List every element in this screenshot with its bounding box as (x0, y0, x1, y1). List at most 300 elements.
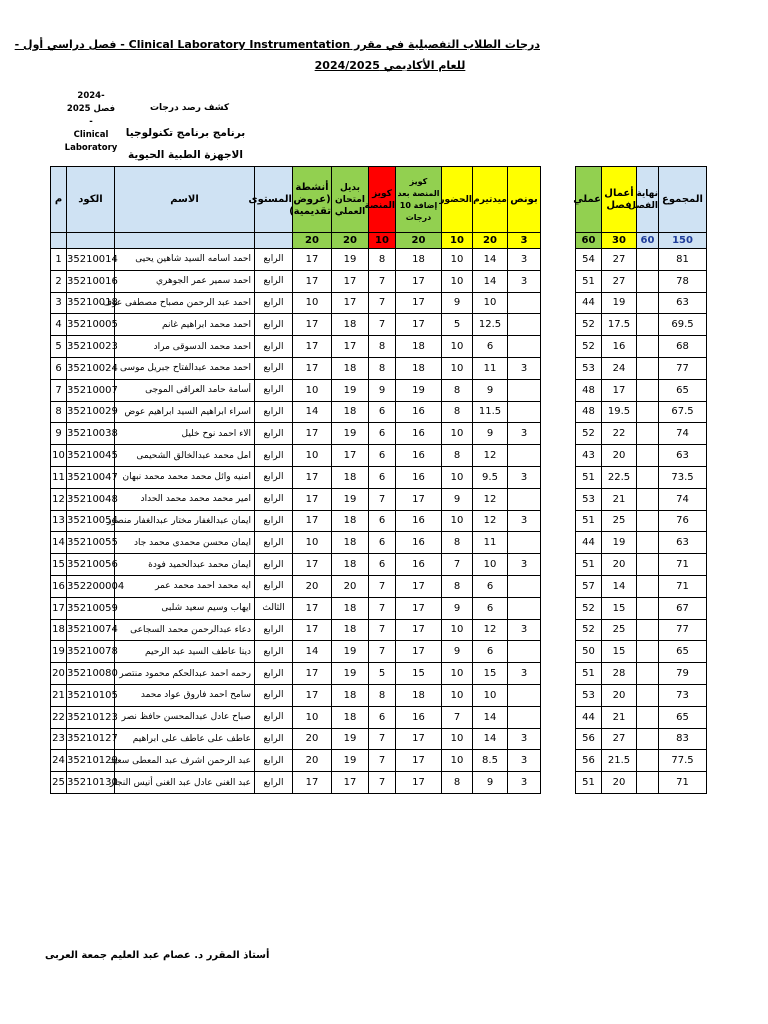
side-note-line: Laboratory (64, 143, 118, 153)
student-code: 352200004 (67, 575, 115, 597)
student-totals-row (576, 575, 707, 597)
row-index: 16 (51, 575, 67, 597)
score-attendance: 10 (442, 619, 473, 641)
score-bonus (508, 445, 541, 467)
row-index: 7 (51, 379, 67, 401)
score-practical-alt: 17 (332, 336, 369, 358)
score-quiz: 8 (369, 357, 396, 379)
score-coursework: 20 (602, 772, 637, 794)
score-practical-alt: 17 (332, 292, 369, 314)
student-totals-row (576, 554, 707, 576)
score-total: 83 (659, 728, 707, 750)
score-bonus: 3 (508, 270, 541, 292)
score-quiz-adjusted: 17 (396, 575, 442, 597)
score-practical-alt: 19 (332, 379, 369, 401)
score-activities: 17 (293, 684, 332, 706)
student-name: رحمه احمد عبدالحكم محمود منتصر (115, 663, 255, 685)
student-row (51, 750, 541, 772)
score-final (637, 379, 659, 401)
score-final (637, 750, 659, 772)
side-course-note (62, 90, 120, 155)
score-practical: 51 (576, 772, 602, 794)
score-midterm: 6 (473, 597, 508, 619)
score-quiz-adjusted: 18 (396, 249, 442, 271)
score-total: 79 (659, 663, 707, 685)
row-index: 5 (51, 336, 67, 358)
score-practical-alt: 20 (332, 575, 369, 597)
score-quiz-adjusted: 17 (396, 314, 442, 336)
score-bonus (508, 314, 541, 336)
student-name: ايمان عبدالغفار مختار عبدالغفار منصور (115, 510, 255, 532)
col-header-bonus: بونص (508, 167, 541, 233)
side-note-line: 2024- (77, 91, 105, 101)
student-totals-row (576, 314, 707, 336)
score-final (637, 706, 659, 728)
student-level: الرابع (255, 445, 293, 467)
score-quiz-adjusted: 17 (396, 772, 442, 794)
col-header-midterm: ميدتيرم (473, 167, 508, 233)
col-header-activities: أنشطة (عروض تقديمية) (293, 167, 332, 233)
score-practical: 51 (576, 554, 602, 576)
score-quiz: 7 (369, 488, 396, 510)
student-name: امير محمد محمد محمد الحداد (115, 488, 255, 510)
score-quiz-adjusted: 18 (396, 684, 442, 706)
score-attendance: 10 (442, 728, 473, 750)
score-practical: 48 (576, 379, 602, 401)
student-code: 35210127 (67, 728, 115, 750)
score-quiz-adjusted: 16 (396, 532, 442, 554)
score-midterm: 10 (473, 684, 508, 706)
student-totals-row (576, 684, 707, 706)
score-quiz: 6 (369, 445, 396, 467)
student-row (51, 554, 541, 576)
student-code: 35210078 (67, 641, 115, 663)
score-final (637, 357, 659, 379)
score-quiz-adjusted: 17 (396, 641, 442, 663)
academic-year-title: للعام الأكاديمي 2024/2025 (314, 59, 466, 72)
score-practical-alt: 18 (332, 684, 369, 706)
score-coursework: 27 (602, 270, 637, 292)
score-practical: 51 (576, 466, 602, 488)
score-activities: 17 (293, 270, 332, 292)
score-total: 63 (659, 445, 707, 467)
student-name: عاطف على عاطف على ابراهيم (115, 728, 255, 750)
score-quiz-adjusted: 16 (396, 466, 442, 488)
score-quiz-adjusted: 17 (396, 597, 442, 619)
student-name: اسراء ابراهيم السيد ابراهيم عوض (115, 401, 255, 423)
score-midterm: 6 (473, 336, 508, 358)
score-quiz: 6 (369, 706, 396, 728)
score-final (637, 423, 659, 445)
score-practical: 43 (576, 445, 602, 467)
student-row (51, 597, 541, 619)
student-code: 35210038 (67, 423, 115, 445)
row-index: 25 (51, 772, 67, 794)
score-final (637, 466, 659, 488)
score-practical-alt: 19 (332, 423, 369, 445)
score-practical-alt: 18 (332, 597, 369, 619)
student-code: 35210055 (67, 532, 115, 554)
max-score-cell: 10 (369, 233, 396, 249)
header-row (51, 167, 541, 233)
score-midterm: 9 (473, 772, 508, 794)
score-total: 77 (659, 357, 707, 379)
row-index: 11 (51, 466, 67, 488)
grades-table (50, 166, 541, 794)
score-activities: 17 (293, 554, 332, 576)
score-attendance: 10 (442, 357, 473, 379)
score-attendance: 7 (442, 554, 473, 576)
col-header-quiz: كويز المنصة (369, 167, 396, 233)
student-totals-row (576, 706, 707, 728)
student-level: الرابع (255, 357, 293, 379)
student-code: 35210023 (67, 336, 115, 358)
score-quiz-adjusted: 16 (396, 401, 442, 423)
student-row (51, 510, 541, 532)
score-practical: 51 (576, 270, 602, 292)
score-attendance: 5 (442, 314, 473, 336)
student-row (51, 314, 541, 336)
score-quiz-adjusted: 17 (396, 292, 442, 314)
score-final (637, 728, 659, 750)
score-final (637, 488, 659, 510)
score-activities: 17 (293, 466, 332, 488)
col-header-total: المجموع (659, 167, 707, 233)
score-attendance: 10 (442, 684, 473, 706)
max-score-cell: 150 (659, 233, 707, 249)
score-midterm: 6 (473, 575, 508, 597)
score-attendance: 10 (442, 423, 473, 445)
score-coursework: 25 (602, 510, 637, 532)
score-quiz: 7 (369, 597, 396, 619)
score-attendance: 8 (442, 401, 473, 423)
student-name: أسامة حامد العراقى الموجى (115, 379, 255, 401)
student-level: الرابع (255, 270, 293, 292)
score-final (637, 619, 659, 641)
score-practical: 44 (576, 532, 602, 554)
score-midterm: 12 (473, 445, 508, 467)
score-final (637, 401, 659, 423)
score-attendance: 9 (442, 488, 473, 510)
score-coursework: 19 (602, 532, 637, 554)
student-code: 35210045 (67, 445, 115, 467)
score-bonus: 3 (508, 249, 541, 271)
score-bonus: 3 (508, 510, 541, 532)
score-practical: 53 (576, 684, 602, 706)
row-index: 18 (51, 619, 67, 641)
score-bonus: 3 (508, 772, 541, 794)
score-activities: 14 (293, 641, 332, 663)
col-header-level: المستوى (255, 167, 293, 233)
student-code: 35210024 (67, 357, 115, 379)
score-practical-alt: 18 (332, 532, 369, 554)
col-header-index: م (51, 167, 67, 233)
score-practical: 51 (576, 663, 602, 685)
student-totals-row (576, 510, 707, 532)
score-quiz: 7 (369, 750, 396, 772)
totals-table (575, 166, 707, 794)
score-quiz-adjusted: 17 (396, 619, 442, 641)
score-bonus (508, 706, 541, 728)
max-score-cell (51, 233, 67, 249)
score-attendance: 10 (442, 249, 473, 271)
score-practical-alt: 18 (332, 314, 369, 336)
score-coursework: 20 (602, 684, 637, 706)
score-coursework: 24 (602, 357, 637, 379)
student-code: 35210018 (67, 292, 115, 314)
student-totals-row (576, 336, 707, 358)
student-row (51, 706, 541, 728)
score-attendance: 8 (442, 379, 473, 401)
student-level: الرابع (255, 379, 293, 401)
grades-table-body (51, 249, 541, 794)
score-quiz-adjusted: 16 (396, 706, 442, 728)
row-index: 10 (51, 445, 67, 467)
score-attendance: 9 (442, 292, 473, 314)
score-total: 69.5 (659, 314, 707, 336)
col-header-practical: عملي (576, 167, 602, 233)
score-total: 63 (659, 532, 707, 554)
student-totals-row (576, 641, 707, 663)
score-practical: 52 (576, 336, 602, 358)
score-practical: 48 (576, 401, 602, 423)
col-header-final: نهاية الفصل (637, 167, 659, 233)
student-totals-row (576, 401, 707, 423)
score-quiz: 7 (369, 314, 396, 336)
row-index: 1 (51, 249, 67, 271)
student-totals-row (576, 750, 707, 772)
student-code: 35210054 (67, 510, 115, 532)
score-total: 67.5 (659, 401, 707, 423)
sheet-label: كشف رصد درجات (150, 103, 230, 113)
score-bonus (508, 488, 541, 510)
score-activities: 17 (293, 772, 332, 794)
student-totals-row (576, 619, 707, 641)
student-row (51, 728, 541, 750)
score-quiz-adjusted: 18 (396, 357, 442, 379)
program-name: برنامج برنامج تكنولوجيا الاجهزة الطبية الحيوية (125, 127, 246, 161)
row-index: 22 (51, 706, 67, 728)
student-code: 35210047 (67, 466, 115, 488)
student-name: دينا عاطف السيد عبد الرحيم (115, 641, 255, 663)
side-note-line: فصل 2025 (66, 104, 116, 114)
student-code: 35210016 (67, 270, 115, 292)
score-final (637, 292, 659, 314)
score-practical-alt: 18 (332, 466, 369, 488)
row-index: 14 (51, 532, 67, 554)
row-index: 6 (51, 357, 67, 379)
score-practical: 52 (576, 423, 602, 445)
score-total: 65 (659, 641, 707, 663)
student-code: 35210130 (67, 772, 115, 794)
student-row (51, 423, 541, 445)
student-level: الرابع (255, 663, 293, 685)
score-final (637, 249, 659, 271)
score-practical-alt: 18 (332, 357, 369, 379)
score-quiz: 7 (369, 728, 396, 750)
student-row (51, 379, 541, 401)
score-activities: 17 (293, 597, 332, 619)
student-level: الرابع (255, 423, 293, 445)
score-bonus: 3 (508, 728, 541, 750)
score-final (637, 336, 659, 358)
score-final (637, 510, 659, 532)
score-quiz-adjusted: 16 (396, 445, 442, 467)
score-activities: 17 (293, 423, 332, 445)
student-level: الرابع (255, 510, 293, 532)
max-score-cell: 30 (602, 233, 637, 249)
score-practical: 44 (576, 706, 602, 728)
score-midterm: 6 (473, 641, 508, 663)
row-index: 3 (51, 292, 67, 314)
score-activities: 17 (293, 510, 332, 532)
score-midterm: 12 (473, 619, 508, 641)
score-coursework: 22.5 (602, 466, 637, 488)
score-attendance: 10 (442, 336, 473, 358)
score-practical-alt: 19 (332, 641, 369, 663)
score-coursework: 19 (602, 292, 637, 314)
max-score-cell (67, 233, 115, 249)
student-totals-row (576, 466, 707, 488)
score-final (637, 684, 659, 706)
student-level: الرابع (255, 706, 293, 728)
score-quiz: 7 (369, 641, 396, 663)
score-total: 77 (659, 619, 707, 641)
score-quiz: 8 (369, 684, 396, 706)
score-quiz: 6 (369, 423, 396, 445)
row-index: 4 (51, 314, 67, 336)
score-practical: 44 (576, 292, 602, 314)
score-midterm: 9 (473, 379, 508, 401)
score-quiz-adjusted: 17 (396, 750, 442, 772)
score-total: 78 (659, 270, 707, 292)
totals-max-row (576, 233, 707, 249)
score-final (637, 641, 659, 663)
score-quiz-adjusted: 16 (396, 510, 442, 532)
score-coursework: 22 (602, 423, 637, 445)
score-attendance: 8 (442, 445, 473, 467)
score-bonus (508, 684, 541, 706)
student-code: 35210059 (67, 597, 115, 619)
score-bonus (508, 292, 541, 314)
score-total: 71 (659, 772, 707, 794)
score-activities: 10 (293, 706, 332, 728)
score-quiz-adjusted: 16 (396, 423, 442, 445)
student-row (51, 466, 541, 488)
student-level: الرابع (255, 684, 293, 706)
score-practical: 57 (576, 575, 602, 597)
score-coursework: 28 (602, 663, 637, 685)
score-practical: 54 (576, 249, 602, 271)
side-note-line: Clinical (73, 130, 109, 140)
student-name: احمد اسامه السيد شاهين يحيى (115, 249, 255, 271)
student-row (51, 445, 541, 467)
score-final (637, 663, 659, 685)
score-practical-alt: 19 (332, 750, 369, 772)
student-totals-row (576, 292, 707, 314)
score-bonus: 3 (508, 423, 541, 445)
score-coursework: 17 (602, 379, 637, 401)
student-row (51, 357, 541, 379)
score-attendance: 10 (442, 750, 473, 772)
score-midterm: 10 (473, 554, 508, 576)
score-attendance: 10 (442, 270, 473, 292)
score-attendance: 8 (442, 532, 473, 554)
score-practical-alt: 19 (332, 728, 369, 750)
score-practical-alt: 17 (332, 445, 369, 467)
score-quiz: 6 (369, 554, 396, 576)
score-quiz: 8 (369, 249, 396, 271)
score-activities: 10 (293, 445, 332, 467)
score-practical: 53 (576, 357, 602, 379)
score-total: 81 (659, 249, 707, 271)
score-practical: 53 (576, 488, 602, 510)
score-quiz: 7 (369, 292, 396, 314)
score-total: 71 (659, 554, 707, 576)
max-score-cell: 3 (508, 233, 541, 249)
score-attendance: 9 (442, 597, 473, 619)
totals-header-row (576, 167, 707, 233)
totals-table-body (576, 249, 707, 794)
student-name: الاء احمد نوح خليل (115, 423, 255, 445)
score-midterm: 12 (473, 510, 508, 532)
score-activities: 10 (293, 532, 332, 554)
student-row (51, 336, 541, 358)
student-code: 35210074 (67, 619, 115, 641)
student-level: الرابع (255, 292, 293, 314)
score-bonus: 3 (508, 357, 541, 379)
max-score-row (51, 233, 541, 249)
score-quiz: 7 (369, 575, 396, 597)
score-bonus (508, 379, 541, 401)
col-header-practical-alt: بديل امتحان العملي (332, 167, 369, 233)
score-final (637, 575, 659, 597)
score-activities: 10 (293, 292, 332, 314)
student-name: امل محمد عبدالخالق الشحيمى (115, 445, 255, 467)
score-practical-alt: 18 (332, 510, 369, 532)
max-score-cell: 60 (576, 233, 602, 249)
score-activities: 17 (293, 336, 332, 358)
row-index: 24 (51, 750, 67, 772)
student-name: احمد محمد الدسوقى مراد (115, 336, 255, 358)
score-activities: 20 (293, 728, 332, 750)
score-activities: 17 (293, 663, 332, 685)
score-total: 74 (659, 488, 707, 510)
score-final (637, 445, 659, 467)
score-coursework: 19.5 (602, 401, 637, 423)
score-bonus: 3 (508, 466, 541, 488)
student-name: دعاء عبدالرحمن محمد السجاعى (115, 619, 255, 641)
score-midterm: 14 (473, 249, 508, 271)
student-level: الرابع (255, 249, 293, 271)
score-bonus: 3 (508, 750, 541, 772)
score-total: 63 (659, 292, 707, 314)
row-index: 23 (51, 728, 67, 750)
col-header-attendance: الحضور (442, 167, 473, 233)
score-midterm: 11.5 (473, 401, 508, 423)
student-code: 35210007 (67, 379, 115, 401)
score-coursework: 21 (602, 488, 637, 510)
student-level: الرابع (255, 728, 293, 750)
score-coursework: 25 (602, 619, 637, 641)
student-row (51, 532, 541, 554)
row-index: 17 (51, 597, 67, 619)
score-total: 76 (659, 510, 707, 532)
score-coursework: 27 (602, 728, 637, 750)
col-header-quiz-adjusted: كويز المنصة بعد إضافة 10 درجات (396, 167, 442, 233)
score-quiz: 8 (369, 336, 396, 358)
student-totals-row (576, 423, 707, 445)
